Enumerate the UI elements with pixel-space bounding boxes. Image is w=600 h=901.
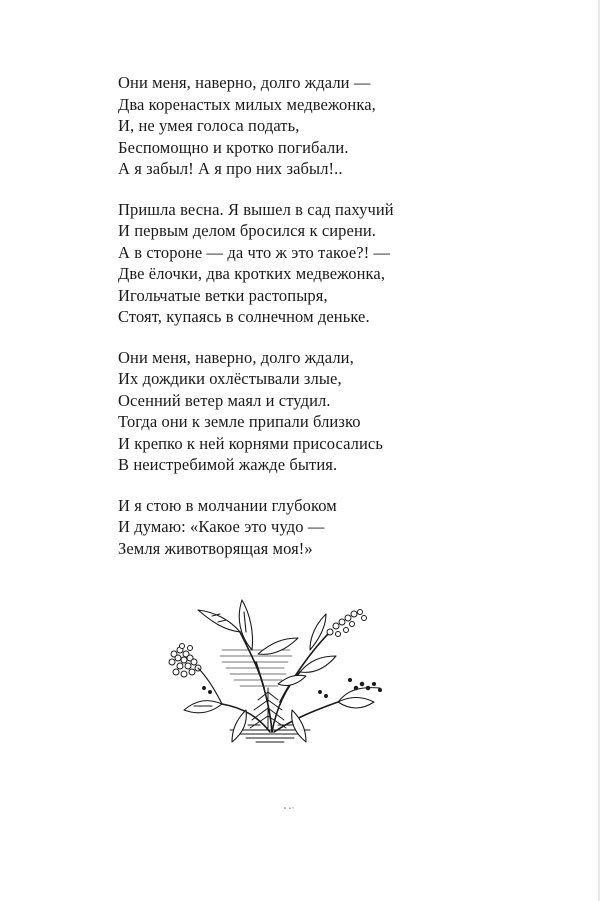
stanza-3 [118,347,478,476]
poem-line: Беспомощно и кротко погибали. [118,137,349,157]
poem-line: Земля животворящая моя!» [118,538,313,558]
stanza-4 [118,495,478,560]
poem-line: Тогда они к земле припали близко [118,412,361,431]
poem-line: Игольчатые ветки растопыря, [118,285,328,305]
poem-line: И крепко к ней корнями присосались [118,433,383,453]
poem-line: В неистребимой жажде бытия. [118,455,338,474]
poem-line: И первым делом бросился к сирени. [118,221,377,240]
print-speck [283,806,295,810]
poem-line: Осенний ветер маял и студил. [118,390,331,410]
poem-line: Два коренастых милых медвежонка, [118,94,376,114]
poem-line: А я забыл! А я про них забыл!.. [118,159,343,178]
poem [118,72,478,578]
poem-line: И думаю: «Какое это чудо — [118,517,325,536]
poem-line: И я стою в молчании глубоком [118,495,337,515]
stanza-2 [118,199,478,328]
poem-line: И, не умея голоса подать, [118,116,300,135]
lilac-bush-engraving-icon [160,592,400,752]
poem-line: Стоят, купаясь в солнечном деньке. [118,307,370,326]
poem-line: Их дождики охлёстывали злые, [118,369,342,388]
poem-line: Они меня, наверно, долго ждали, [118,347,354,367]
poem-line: А в стороне — да что ж это такое?! — [118,242,391,262]
stanza-1 [118,72,478,180]
poem-line: Пришла весна. Я вышел в сад пахучий [118,199,394,219]
poem-line: Они меня, наверно, долго ждали — [118,73,371,92]
poem-line: Две ёлочки, два кротких медвежонка, [118,264,386,283]
